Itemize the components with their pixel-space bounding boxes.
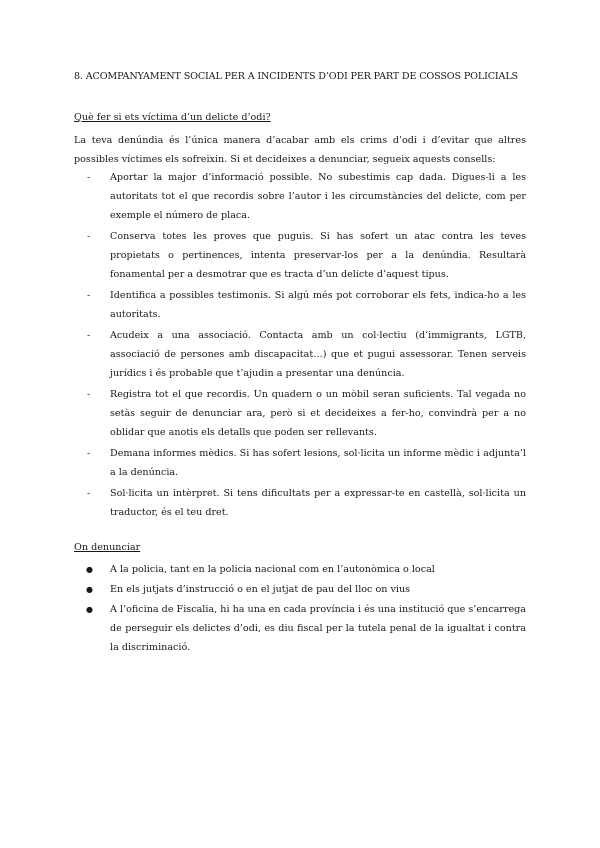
bullet-marker: ●: [86, 565, 93, 574]
list-item: [87, 286, 526, 324]
list-item-text: En els jutjats d’instrucció o en el jutjat de pau del lloc on vius: [110, 584, 411, 595]
list-item-text: Sol·licita un intèrpret. Si tens dificultats per a expressar-te en castellà, sol·licita un traductor, és el teu dret.: [110, 488, 526, 518]
advice-list: [0, 168, 600, 522]
dash-marker: -: [87, 488, 91, 499]
bullet-marker: ●: [86, 585, 93, 594]
list-item-text: A l’oficina de Fiscalia, hi ha una en cada província i és una institució que s’encarrega de perseguir els delictes d’odi, es diu fiscal per la tutela penal de la igualtat i contra la discriminació.: [110, 604, 526, 653]
list-item: [86, 560, 526, 579]
dash-marker: -: [87, 231, 91, 242]
dash-marker: -: [87, 448, 91, 459]
list-item: [87, 484, 526, 522]
report-places-list: [0, 560, 600, 657]
list-item-text: Aportar la major d’informació possible. No subestimis cap dada. Digues-li a les autoritats tot el que recordis sobre l’autor i les circumstàncies del delicte, com per exemple el número de placa.: [110, 172, 526, 221]
list-item: [87, 385, 526, 442]
document-title: 8. ACOMPANYAMENT SOCIAL PER A INCIDENTS D’ODI PER PART DE COSSOS POLICIALS: [74, 71, 518, 82]
list-item-text: Identifica a possibles testimonis. Si algú més pot corroborar els fets, indica-ho a les autoritats.: [110, 290, 526, 320]
list-item-text: Acudeix a una associació. Contacta amb un col·lectiu (d’immigrants, LGTB, associació de persones amb discapacitat…) que et pugui assessorar. Tenen serveis jurídics i és probable que t’ajudin a presentar una denúncia.: [110, 330, 526, 379]
list-item: [87, 227, 526, 284]
list-item: [87, 326, 526, 383]
dash-marker: -: [87, 290, 91, 301]
bullet-marker: ●: [86, 605, 93, 614]
dash-marker: -: [87, 389, 91, 400]
dash-marker: -: [87, 172, 91, 183]
list-item-text: Conserva totes les proves que puguis. Si has sofert un atac contra les teves propietats o pertinences, intenta preservar-los per a la denúndia. Resultarà fonamental per a desmotrar que es tracta d’un delicte d’aquest tipus.: [110, 231, 526, 280]
list-item: [87, 444, 526, 482]
list-item-text: Demana informes mèdics. Si has sofert lesions, sol·licita un informe mèdic i adjunta’l a la denúncia.: [110, 448, 526, 478]
section-heading-what-to-do: Què fer si ets víctima d’un delicte d’odi?: [74, 112, 271, 123]
list-item: [87, 168, 526, 225]
list-item-text: A la policia, tant en la policia nacional com en l’autonòmica o local: [110, 564, 435, 575]
list-item: [86, 600, 526, 657]
dash-marker: -: [87, 330, 91, 341]
list-item: [86, 580, 526, 599]
list-item-text: Registra tot el que recordis. Un quadern o un mòbil seran suficients. Tal vegada no setàs seguir de denunciar ara, però si et decideixes a fer-ho, convindrà per a no oblidar que anotis els detalls que poden ser rellevants.: [110, 389, 526, 438]
intro-paragraph: La teva denúndia és l’única manera d’acabar amb els crims d’odi i d’evitar que altres possibles víctimes els sofreixin. Si et decideixes a denunciar, segueix aquests consells:: [74, 135, 526, 165]
section-heading-where-to-report: On denunciar: [74, 542, 141, 553]
